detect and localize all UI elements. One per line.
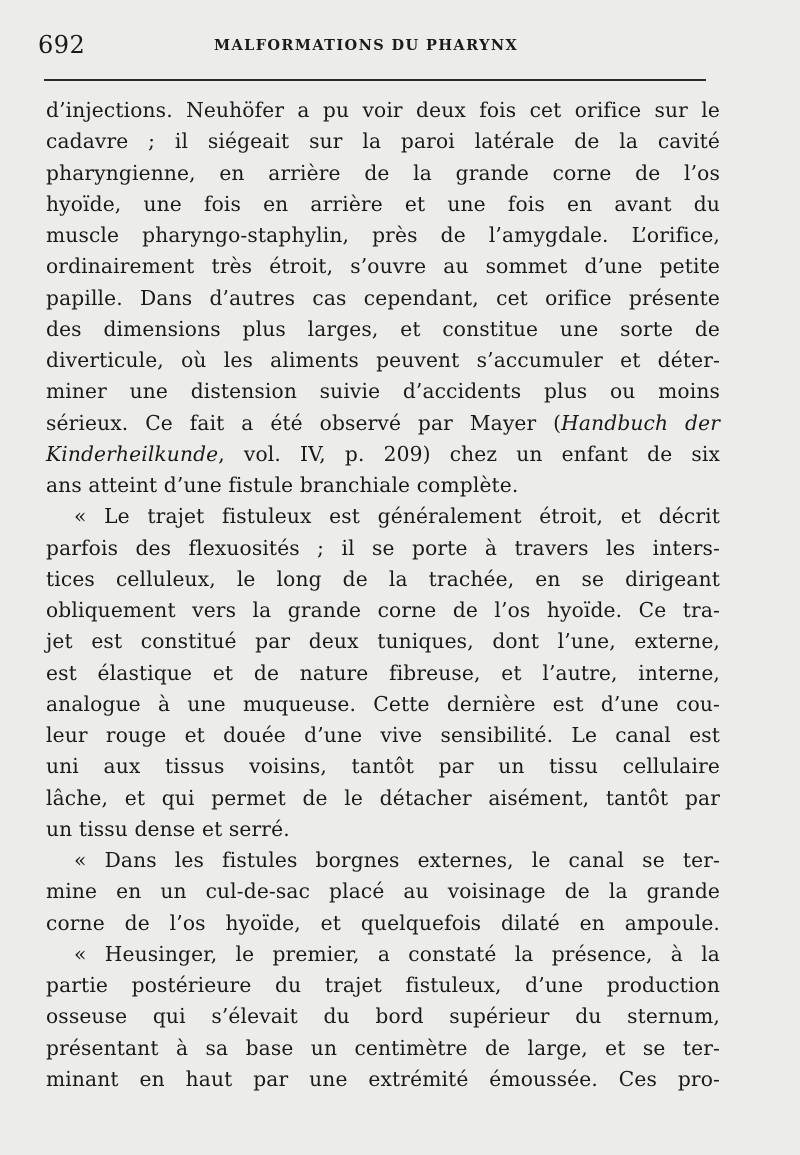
text-line-4: hyoïde, une fois en arrière et une fois en avant du [46, 191, 720, 216]
text-line-16: tices celluleux, le long de la trachée, en se dirigeant [46, 566, 720, 591]
text-line-26: mine en un cul-de-sac placé au voisinage de la grande [46, 879, 720, 904]
text-line-2: cadavre ; il siégeait sur la paroi latérale de la cavité [46, 129, 720, 154]
header-rule [44, 79, 706, 81]
text-line-21: leur rouge et douée d’une vive sensibilité. Le canal est [46, 723, 720, 747]
text-line-7: papille. Dans d’autres cas cependant, cet orifice présente [46, 285, 720, 310]
text-line-5: muscle pharyngo-staphylin, près de l’amygdale. L’orifice, [46, 223, 720, 247]
text-line-11 [46, 408, 720, 439]
citation-title-part-2: Kinderheilkunde [46, 441, 219, 466]
text-line-25: « Dans les fistules borgnes externes, le canal se ter- [74, 848, 720, 872]
citation-title-part-1: Handbuch der [561, 410, 720, 435]
text-line-18: jet est constitué par deux tuniques, dont l’une, externe, [46, 629, 720, 654]
text-line-3: pharyngienne, en arrière de la grande corne de l’os [46, 160, 720, 185]
text-line-8: des dimensions plus larges, et constitue une sorte de [46, 316, 720, 341]
text-line-32: minant en haut par une extrémité émoussée. Ces pro- [46, 1066, 720, 1091]
text-line-23: lâche, et qui permet de le détacher aisément, tantôt par [46, 785, 720, 810]
text-line-12 [46, 439, 720, 470]
text-line-29: partie postérieure du trajet fistuleux, d’une production [46, 973, 720, 997]
text-line-11-roman: sérieux. Ce fait a été observé par Mayer ( [46, 410, 562, 435]
page-number: 692 [38, 31, 86, 59]
text-line-30: osseuse qui s’élevait du bord supérieur du sternum, [46, 1004, 720, 1029]
text-line-20: analogue à une muqueuse. Cette dernière est d’une cou- [46, 691, 720, 716]
page-header [38, 28, 706, 64]
running-title: MALFORMATIONS DU PHARYNX [214, 37, 519, 54]
text-line-15: parfois des flexuosités ; il se porte à travers les inters- [46, 535, 720, 560]
text-line-27: corne de l’os hyoïde, et quelquefois dilaté en ampoule. [46, 910, 720, 935]
text-line-12-roman: , vol. IV, p. 209) chez un enfant de six [218, 441, 720, 466]
text-line-10: miner une distension suivie d’accidents plus ou moins [46, 379, 720, 404]
text-line-31: présentant à sa base un centimètre de large, et se ter- [46, 1035, 720, 1060]
text-line-13: ans atteint d’une fistule branchiale complète. [46, 473, 519, 497]
text-line-17: obliquement vers la grande corne de l’os hyoïde. Ce tra- [46, 598, 720, 622]
text-line-6: ordinairement très étroit, s’ouvre au sommet d’une petite [46, 254, 720, 279]
text-line-24: un tissu dense et serré. [46, 816, 290, 841]
text-line-22: uni aux tissus voisins, tantôt par un tissu cellulaire [46, 754, 720, 779]
text-line-19: est élastique et de nature fibreuse, et l’autre, interne, [46, 660, 720, 685]
text-line-9: diverticule, où les aliments peuvent s’accumuler et déter- [46, 348, 720, 372]
text-line-14: « Le trajet fistuleux est généralement étroit, et décrit [74, 504, 720, 529]
body-text [46, 95, 720, 1095]
text-line-1: d’injections. Neuhöfer a pu voir deux fois cet orifice sur le [46, 98, 720, 122]
text-line-28: « Heusinger, le premier, a constaté la présence, à la [74, 941, 720, 966]
